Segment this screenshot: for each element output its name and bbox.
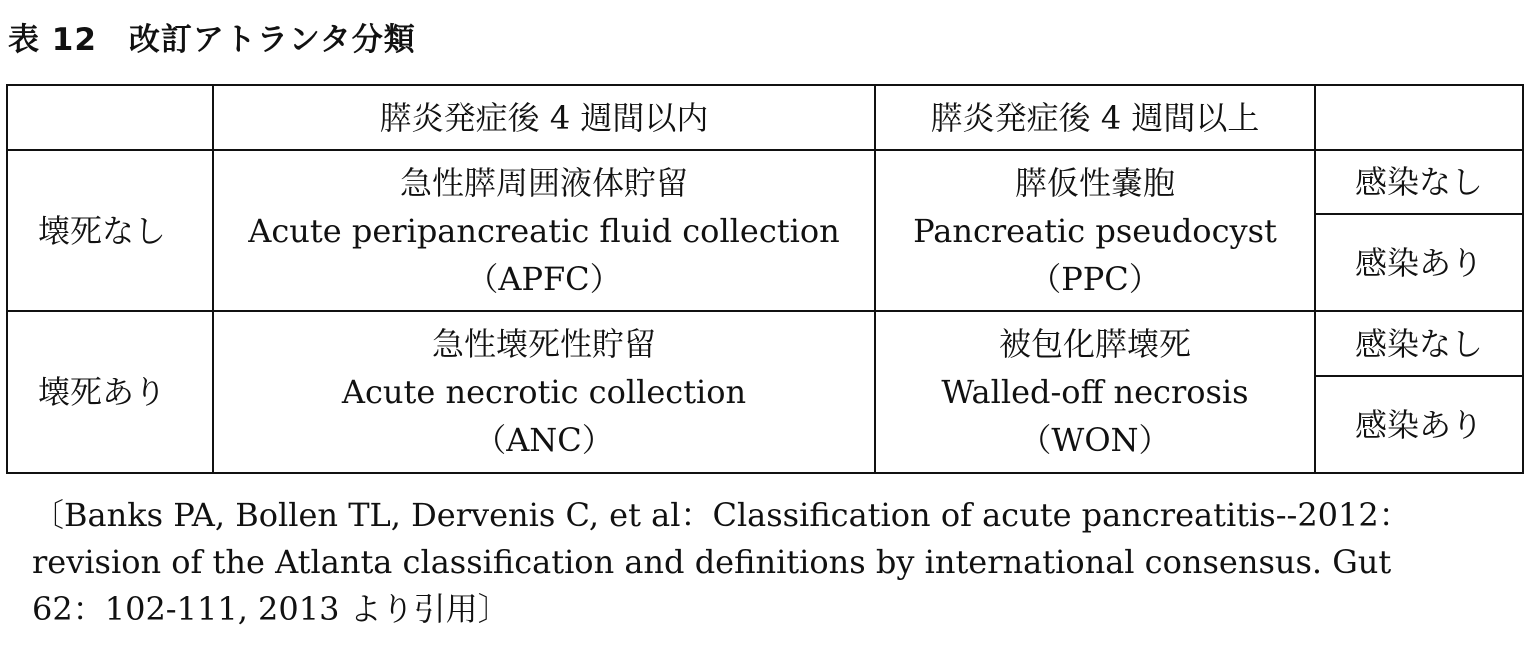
term-abbr: （APFC） [466, 259, 622, 298]
citation-line-2: revision of the Atlanta classification and definitions by international consensus. Gut [32, 543, 1392, 581]
term-en: Acute necrotic collection [341, 373, 747, 411]
infection-absent: 感染なし [1315, 150, 1523, 214]
term-jp: 膵仮性嚢胞 [1014, 163, 1175, 202]
row-label-no-necrosis: 壊死なし [7, 150, 213, 311]
header-within-4-weeks: 膵炎発症後 4 週間以内 [213, 85, 875, 150]
term-abbr: （ANC） [474, 421, 614, 459]
citation [32, 492, 1507, 633]
term-abbr: （PPC） [1029, 259, 1161, 298]
header-row [7, 85, 1523, 150]
term-abbr: （WON） [1019, 421, 1171, 459]
infection-absent: 感染なし [1315, 311, 1523, 376]
corner-cell [7, 85, 213, 150]
citation-line-3: 62：102-111, 2013 より引用〕 [32, 590, 510, 628]
infection-present: 感染あり [1315, 376, 1523, 473]
term-jp: 被包化膵壊死 [998, 325, 1191, 363]
header-infection-status [1315, 85, 1523, 150]
term-jp: 急性膵周囲液体貯留 [399, 163, 688, 202]
cell-apfc [213, 150, 875, 311]
cell-anc [213, 311, 875, 473]
term-jp: 急性壊死性貯留 [431, 325, 656, 363]
row-label-necrosis: 壊死あり [7, 311, 213, 473]
table-title: 表 12 改訂アトランタ分類 [8, 22, 416, 58]
cell-won [875, 311, 1315, 473]
table-row [7, 311, 1523, 376]
term-en: Pancreatic pseudocyst [913, 211, 1277, 250]
atlanta-classification-table [6, 84, 1524, 474]
infection-present: 感染あり [1315, 214, 1523, 311]
table-row [7, 150, 1523, 214]
cell-ppc [875, 150, 1315, 311]
term-en: Walled-off necrosis [941, 373, 1249, 411]
header-after-4-weeks: 膵炎発症後 4 週間以上 [875, 85, 1315, 150]
term-en: Acute peripancreatic fluid collection [248, 211, 840, 250]
citation-line-1: 〔Banks PA, Bollen TL, Dervenis C, et al：Classification of acute pancreatitis--2012： [32, 496, 1411, 534]
